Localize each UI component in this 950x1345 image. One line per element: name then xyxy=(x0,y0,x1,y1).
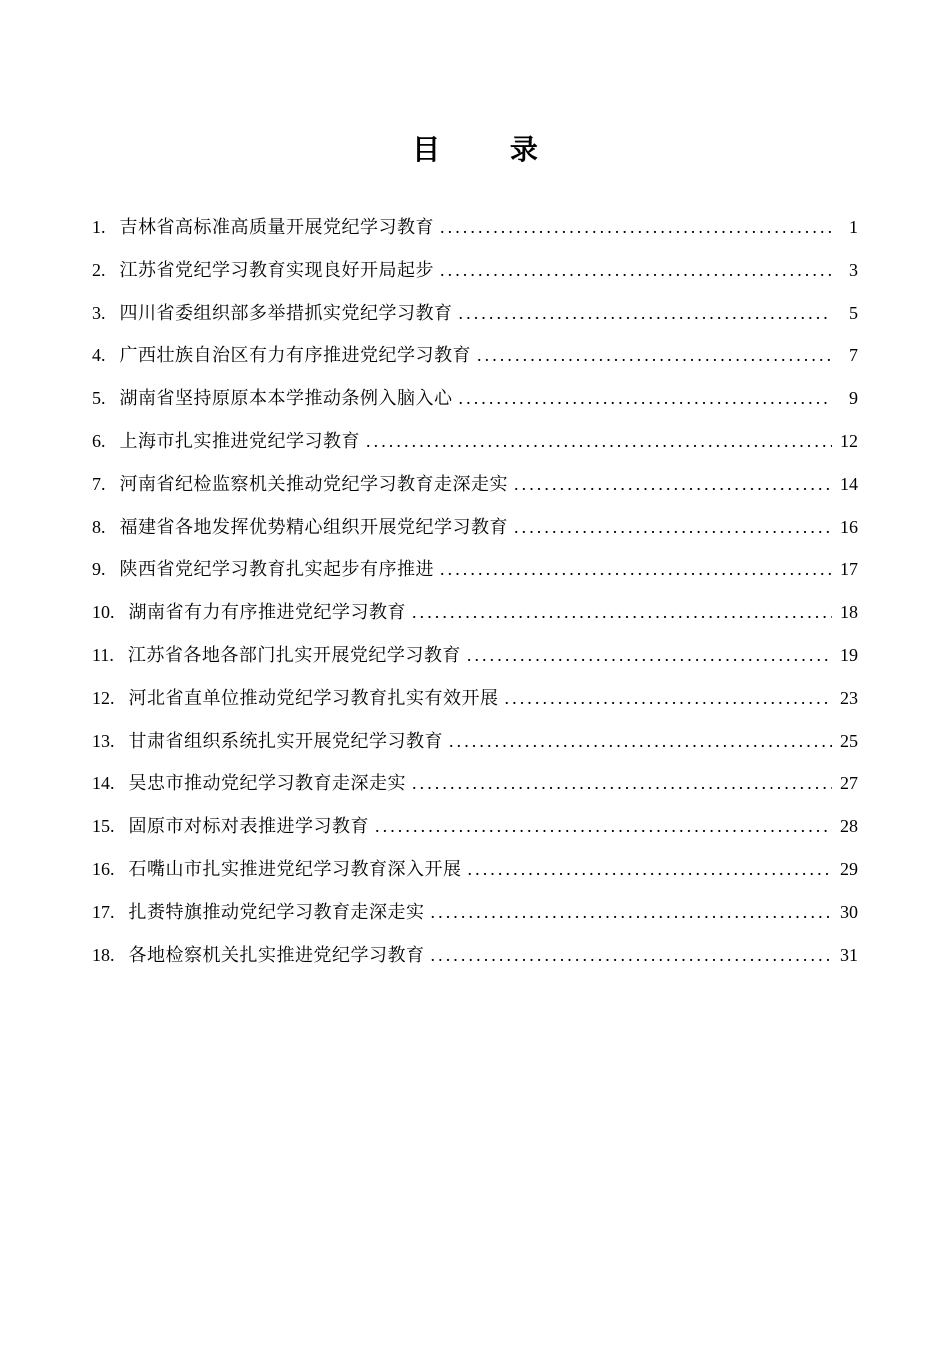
toc-entry-page: 18 xyxy=(840,602,858,623)
toc-entry-title: 各地检察机关扎实推进党纪学习教育 xyxy=(128,944,425,966)
toc-entry-page: 30 xyxy=(840,901,858,922)
toc-entry-title: 固原市对标对表推进学习教育 xyxy=(128,816,369,838)
toc-entry-page: 27 xyxy=(840,773,858,794)
toc-entry-page: 12 xyxy=(840,430,858,451)
toc-entry-title: 吉林省高标准高质量开展党纪学习教育 xyxy=(119,217,434,238)
toc-entry-title: 上海市扎实推进党纪学习教育 xyxy=(119,430,360,452)
toc-leader-dots xyxy=(459,292,833,335)
toc-entry[interactable] xyxy=(92,548,858,591)
toc-entry-title: 扎赉特旗推动党纪学习教育走深走实 xyxy=(128,901,425,923)
toc-entry-page: 29 xyxy=(840,858,858,879)
toc-entry-number: 16. xyxy=(92,858,115,879)
toc-list xyxy=(92,206,858,976)
toc-entry-number: 13. xyxy=(92,730,115,751)
toc-entry-number: 10. xyxy=(92,602,115,623)
toc-leader-dots xyxy=(440,249,832,292)
toc-leader-dots xyxy=(431,934,833,977)
toc-entry[interactable] xyxy=(92,677,858,720)
toc-leader-dots xyxy=(366,420,832,463)
toc-entry-title: 河南省纪检监察机关推动党纪学习教育走深走实 xyxy=(119,473,508,495)
toc-entry-number: 3. xyxy=(92,302,106,323)
toc-entry-number: 7. xyxy=(92,473,106,494)
toc-entry[interactable] xyxy=(92,720,858,763)
toc-entry-number: 11. xyxy=(92,644,114,665)
toc-entry-number: 1. xyxy=(92,217,106,237)
toc-entry-number: 14. xyxy=(92,773,115,794)
toc-entry-number: 9. xyxy=(92,559,106,580)
toc-entry-title: 四川省委组织部多举措抓实党纪学习教育 xyxy=(119,302,453,324)
toc-entry[interactable] xyxy=(92,292,858,335)
toc-leader-dots xyxy=(459,377,833,420)
toc-entry-title: 河北省直单位推动党纪学习教育扎实有效开展 xyxy=(128,687,499,709)
toc-entry-page: 23 xyxy=(840,687,858,708)
toc-leader-dots xyxy=(514,463,832,506)
toc-entry-number: 15. xyxy=(92,816,115,837)
toc-entry[interactable] xyxy=(92,249,858,292)
toc-leader-dots xyxy=(468,848,833,891)
toc-entry[interactable] xyxy=(92,634,858,677)
toc-entry[interactable] xyxy=(92,420,858,463)
toc-entry[interactable] xyxy=(92,377,858,420)
toc-entry-page: 7 xyxy=(849,345,858,366)
toc-entry-page: 3 xyxy=(849,259,858,280)
toc-entry-page: 31 xyxy=(840,944,858,965)
toc-entry-title: 江苏省党纪学习教育实现良好开局起步 xyxy=(119,259,434,281)
toc-entry[interactable] xyxy=(92,506,858,549)
toc-leader-dots xyxy=(431,891,833,934)
toc-leader-dots xyxy=(440,548,832,591)
toc-entry[interactable] xyxy=(92,334,858,377)
toc-entry-page: 17 xyxy=(840,559,858,580)
toc-entry-page: 14 xyxy=(840,473,858,494)
toc-entry-page: 25 xyxy=(840,730,858,751)
toc-entry-title: 陕西省党纪学习教育扎实起步有序推进 xyxy=(119,559,434,581)
toc-entry-title: 江苏省各地各部门扎实开展党纪学习教育 xyxy=(127,644,461,666)
toc-entry-title: 湖南省有力有序推进党纪学习教育 xyxy=(128,602,406,624)
toc-entry-title: 福建省各地发挥优势精心组织开展党纪学习教育 xyxy=(119,516,508,538)
toc-entry-page: 9 xyxy=(849,388,858,409)
toc-entry-number: 12. xyxy=(92,687,115,708)
toc-leader-dots xyxy=(412,591,832,634)
toc-entry-number: 17. xyxy=(92,901,115,922)
toc-entry-number: 4. xyxy=(92,345,106,366)
toc-leader-dots xyxy=(449,720,832,763)
toc-entry-page: 1 xyxy=(849,217,858,237)
toc-entry[interactable] xyxy=(92,891,858,934)
toc-leader-dots xyxy=(514,506,832,549)
toc-entry[interactable] xyxy=(92,805,858,848)
toc-entry-title: 吴忠市推动党纪学习教育走深走实 xyxy=(128,773,406,795)
toc-entry-number: 18. xyxy=(92,944,115,965)
toc-entry-number: 6. xyxy=(92,430,106,451)
toc-leader-dots xyxy=(505,677,833,720)
toc-leader-dots xyxy=(440,206,832,249)
toc-title: 目 录 xyxy=(412,133,568,166)
toc-leader-dots xyxy=(375,805,832,848)
toc-entry[interactable] xyxy=(92,591,858,634)
toc-entry-title: 甘肃省组织系统扎实开展党纪学习教育 xyxy=(128,730,443,752)
toc-entry[interactable] xyxy=(92,762,858,805)
toc-entry-number: 5. xyxy=(92,388,106,409)
toc-entry-title: 广西壮族自治区有力有序推进党纪学习教育 xyxy=(119,345,471,367)
toc-entry-title: 石嘴山市扎实推进党纪学习教育深入开展 xyxy=(128,858,462,880)
toc-entry[interactable] xyxy=(92,848,858,891)
toc-leader-dots xyxy=(412,762,832,805)
toc-entry-page: 5 xyxy=(849,302,858,323)
toc-entry-page: 16 xyxy=(840,516,858,537)
toc-entry-title: 湖南省坚持原原本本学推动条例入脑入心 xyxy=(119,388,453,410)
toc-entry-page: 28 xyxy=(840,816,858,837)
toc-leader-dots xyxy=(477,334,832,377)
toc-entry-number: 2. xyxy=(92,259,106,280)
toc-entry[interactable] xyxy=(92,463,858,506)
toc-entry[interactable] xyxy=(92,206,858,249)
toc-leader-dots xyxy=(467,634,832,677)
toc-entry[interactable] xyxy=(92,934,858,977)
toc-entry-page: 19 xyxy=(840,644,858,665)
toc-entry-number: 8. xyxy=(92,516,106,537)
